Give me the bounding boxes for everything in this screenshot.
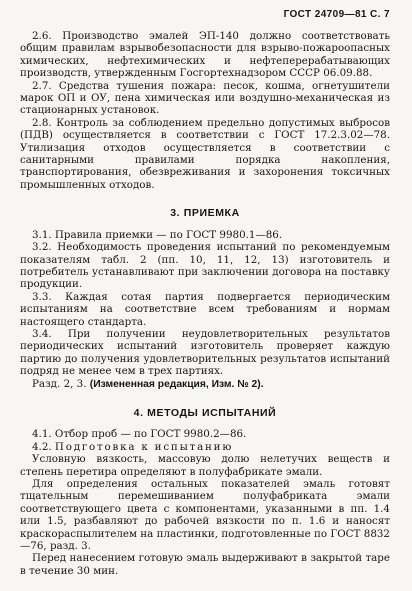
- paragraph-4-2-c: Перед нанесением готовую эмаль выдерживают в закрытой таре в течение 30 мин.: [20, 552, 390, 577]
- paragraph-4-2-b: Для определения остальных показателей эмаль готовят тщательным перемешиванием полуфабриката эмали соответствующего цвета с компонентами, указанными в пп. 1.4 или 1.5, разбавляют до рабочей вязкости по п. 1.6 и наносят краскораспылителем на пластинки, подготовленные по ГОСТ 8832—76, разд. 3.: [20, 478, 390, 553]
- section-4-title: 4. МЕТОДЫ ИСПЫТАНИЙ: [133, 406, 277, 419]
- section-3-title: 3. ПРИЕМКА: [170, 207, 240, 220]
- amendment-note: [20, 378, 390, 391]
- page-header: ГОСТ 24709—81 С. 7: [283, 9, 390, 20]
- paragraph-4-2-number: 4.2.: [32, 440, 55, 453]
- paragraph-2-6: 2.6. Производство эмалей ЭП-140 должно соответствовать общим правилам взрывобезопасности для взрыво-пожароопасных химических, нефтехимических и нефтеперерабатывающих производств, утвержденным Госгортехнадзором СССР 06.09.88.: [20, 30, 390, 80]
- paragraph-3-4: 3.4. При получении неудовлетворительных результатов периодических испытаний изготовитель проверяет каждую партию до получения удовлетворительных результатов испытаний подряд не менее чем в трех партиях.: [20, 327, 390, 378]
- paragraph-2-7: 2.7. Средства тушения пожара: песок, кошма, огнетушители марок ОП и ОУ, пена химическая или воздушно-механическая из стационарных установок.: [20, 79, 390, 117]
- paragraph-4-2-a: Условную вязкость, массовую долю нелетучих веществ и степень перетира определяют в полуфабрикате эмали.: [20, 453, 390, 478]
- amendment-prefix: Разд. 2, 3.: [32, 377, 90, 390]
- paragraph-4-2-heading: [20, 441, 390, 453]
- paragraph-3-2: 3.2. Необходимость проведения испытаний по рекомендуемым показателям табл. 2 (пп. 10, 11, 12, 13) изготовитель и потребитель устанавливают при заключении договора на поставку продукции.: [20, 241, 390, 291]
- paragraph-4-1: 4.1. Отбор проб — по ГОСТ 9980.2—86.: [32, 428, 247, 441]
- paragraph-2-8: 2.8. Контроль за соблюдением предельно допустимых выбросов (ПДВ) осуществляется в соответствии с ГОСТ 17.2.3.02—78. Утилизация отходов осуществляется в соответствии с санитарными правилами порядка накопления, транспортирования, обезвреживания и захоронения токсичных промышленных отходов.: [20, 116, 390, 191]
- paragraph-3-1: 3.1. Правила приемки — по ГОСТ 9980.1—86.: [32, 228, 283, 241]
- amendment-text: (Измененная редакция, Изм. № 2).: [89, 378, 264, 390]
- paragraph-3-3: 3.3. Каждая сотая партия подвергается периодическим испытаниям на соответствие всем требованиям и нормам настоящего стандарта.: [20, 290, 390, 328]
- document-body: [20, 30, 390, 577]
- paragraph-4-2-title: Подготовка к испытанию: [54, 440, 234, 453]
